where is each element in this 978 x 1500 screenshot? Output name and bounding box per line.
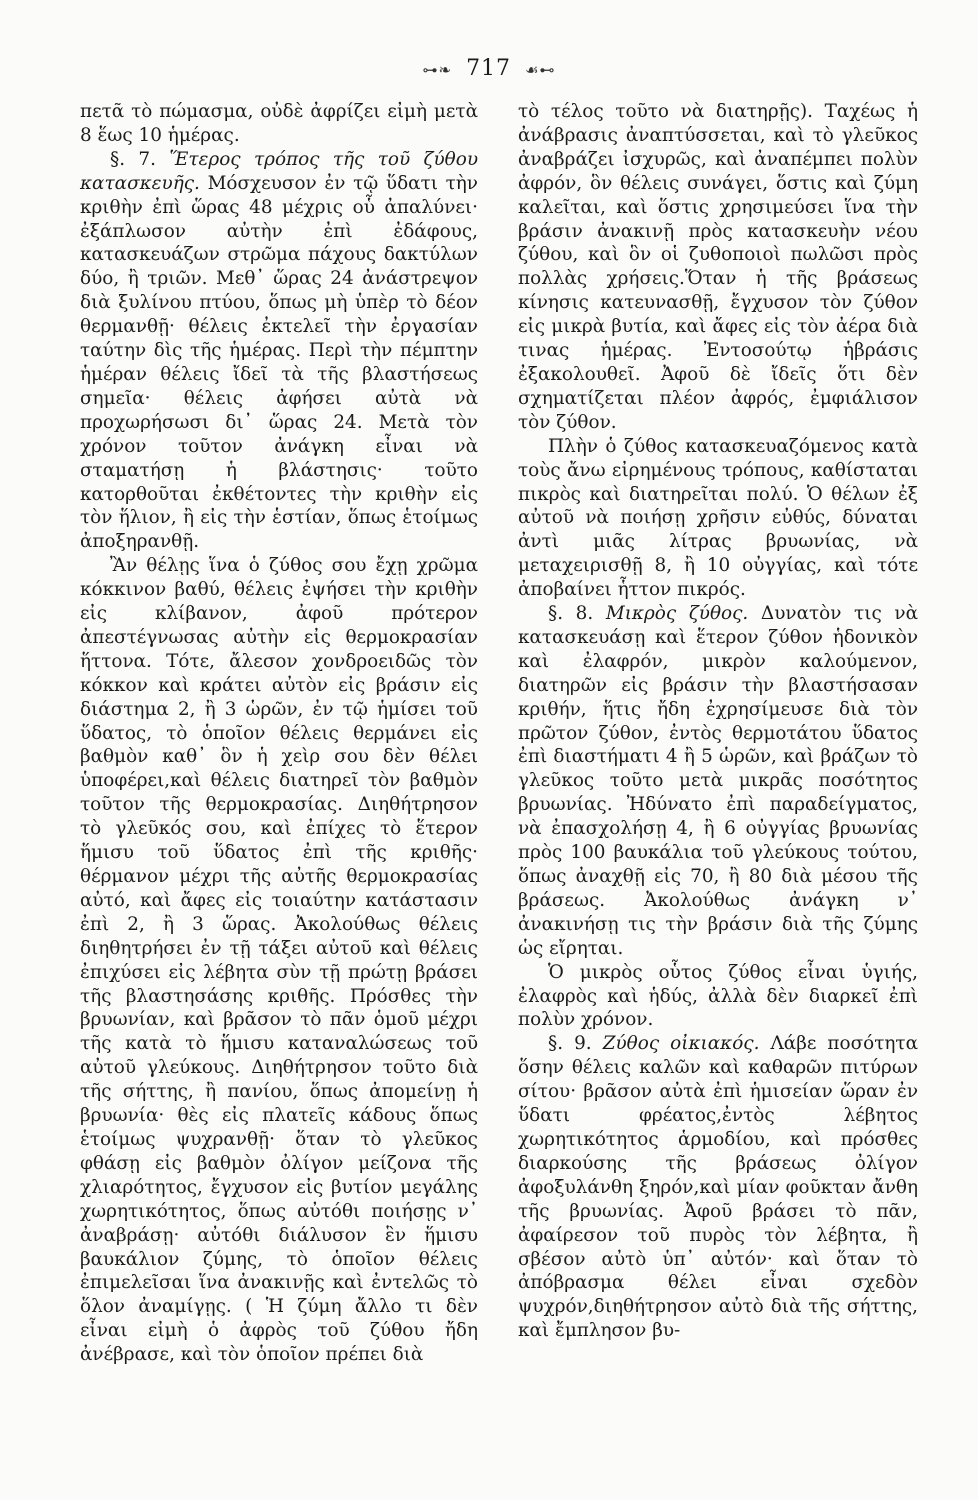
paragraph: πετᾶ τὸ πώμασμα, οὐδὲ ἀφρίζει εἰμὴ μετὰ 8 ἕως 10 ἡμέρας. bbox=[80, 101, 478, 146]
section-heading: Ζύθος οἰκιακός. bbox=[602, 1033, 760, 1055]
paragraph: τὸ τέλος τοῦτο νὰ διατηρῇς). Ταχέως ἡ ἀνάβρασις ἀναπτύσσεται, καὶ τὸ γλεῦκος ἀναβράζει ἰσχυρῶς, καὶ ἀναπέμπει πολὺν ἀφρόν, ὃν θέλεις συνάγει, ὅστις καὶ ζύμη καλεῖται, καὶ ὅστις χρησιμεύσει ἵνα τὴν βράσιν ἀνακινῇ πρὸς κατασκευὴν νέου ζύθου, καὶ ὃν οἱ ζυθοποιοὶ πωλῶσι πρὸς πολλὰς χρήσεις.Ὅταν ἡ τῆς βράσεως κίνησις κατευνασθῇ, ἔγχυσον τὸν ζύθον εἰς μικρὰ βυτία, καὶ ἄφες εἰς τὸν ἀέρα διὰ τινας ἡμέρας. Ἐντοσούτῳ ἡβράσις ἐξακολουθεῖ. Ἀφοῦ δὲ ἴδεῖς ὅτι δὲν σχηματίζεται πλέον ἀφρός, ἐμφιάλισον τὸν ζύθον. bbox=[518, 101, 918, 433]
section-8-paragraph bbox=[518, 602, 918, 961]
section-heading: Ἕτερος τρόπος τῆς τοῦ ζύθου κατασκευῆς. bbox=[80, 148, 478, 194]
left-column bbox=[80, 100, 478, 1367]
paragraph: Ὁ μικρὸς οὗτος ζύθος εἶναι ὑγιής, ἐλαφρὸς καὶ ἡδύς, ἀλλὰ δὲν διαρκεῖ ἐπὶ πολὺν χρόνον. bbox=[518, 961, 918, 1031]
paragraph: Ἂν θέλῃς ἵνα ὁ ζύθος σου ἔχῃ χρῶμα κόκκινον βαθύ, θέλεις ἐψήσει τὴν κριθὴν εἰς κλίβανον, ἀφοῦ πρότερον ἀπεστέγνωσας αὐτὴν εἰς θερμοκρασίαν ἥττονα. Τότε, ἄλεσον χονδροειδῶς τὸν κόκκον καὶ κράτει αὐτὸν εἰς βράσιν εἰς διάστημα 2, ἢ 3 ὡρῶν, ἐν τῷ ἡμίσει τοῦ ὕδατος, τὸ ὁποῖον θέλεις θερμάνει εἰς βαθμὸν καθ᾽ ὃν ἡ χεὶρ σου δὲν θέλει ὑποφέρει,καὶ θέλεις διατηρεῖ τὸν βαθμὸν τοῦτον τῆς θερμοκρασίας. Διηθήτρησον τὸ γλεῦκός σου, καὶ ἐπίχες τὸ ἕτερον ἥμισυ τοῦ ὕδατος ἐπὶ τῆς κριθῆς· θέρμανον μέχρι τῆς αὐτῆς θερμοκρασίας αὐτό, καὶ ἄφες εἰς τοιαύτην κατάστασιν ἐπὶ 2, ἢ 3 ὥρας. Ἀκολούθως θέλεις διηθητρήσει ἐν τῇ τάξει αὐτοῦ καὶ θέλεις ἐπιχύσει εἰς λέβητα σὺν τῇ πρώτῃ βράσει τῆς βλαστησάσης κριθῆς. Πρόσθες τὴν βρυωνίαν, καὶ βρᾶσον τὸ πᾶν ὁμοῦ μέχρι τῆς κατὰ τὸ ἥμισυ καταναλώσεως τοῦ αὐτοῦ γλεύκους. Διηθήτρησον τοῦτο διὰ τῆς σήττης, ἢ πανίου, ὅπως ἀπομείνῃ ἡ βρυωνία· θὲς εἰς πλατεῖς κάδους ὅπως ἑτοίμως ψυχρανθῇ· ὅταν τὸ γλεῦκος φθάσῃ εἰς βαθμὸν ὀλίγον μείζονα τῆς χλιαρότητος, ἔγχυσον εἰς βυτίον μεγάλης χωρητικότητος, ὅπως αὐτόθι ποιήσῃς ν᾽ ἀναβράσῃ· αὐτόθι διάλυσον ἓν ἥμισυ βαυκάλιον ζύμης, τὸ ὁποῖον θέλεις ἐπιμελεῖσαι ἵνα ἀνακινῇς καὶ ἐντελῶς τὸ ὅλον ἀναμίγῃς. ( Ἡ ζύμη ἄλλο τι δὲν εἶναι εἰμὴ ὁ ἀφρὸς τοῦ ζύθου ἤδη ἀνέβρασε, καὶ τὸν ὁποῖον πρέπει διὰ bbox=[80, 555, 478, 1366]
section-body: Μόσχευσον ἐν τῷ ὕδατι τὴν κριθὴν ἐπὶ ὥρας 48 μέχρις οὗ ἀπαλύνει· ἐξάπλωσον αὐτὴν ἐπὶ ἐδάφους, κατασκευάζων στρῶμα πάχους δακτύλων δύο, ἢ τριῶν. Μεθ᾽ ὥρας 24 ἀνάστρεψον διὰ ξυλίνου πτύου, ὅπως μὴ ὑπὲρ τὸ δέον θερμανθῇ· θέλεις ἐκτελεῖ τὴν ἐργασίαν ταύτην δὶς τῆς ἡμέρας. Περὶ τὴν πέμπτην ἡμέραν θέλεις ἴδεῖ τὰ τῆς βλαστήσεως σημεῖα· θέλεις ἀφήσει αὐτὰ νὰ προχωρήσωσι δι᾽ ὥρας 24. Μετὰ τὸν χρόνον τοῦτον ἀνάγκη εἶναι νὰ σταματήσῃ ἡ βλάστησις· τοῦτο κατορθοῦται ἐκθέτοντες τὴν κριθὴν εἰς τὸν ἥλιον, ἢ εἰς τὴν ἑστίαν, ὅπως ἑτοίμως ἀποξηρανθῇ. bbox=[80, 172, 478, 553]
page-number-header bbox=[0, 56, 978, 81]
ornament-right-icon: ☙⊷ bbox=[525, 61, 556, 79]
section-number: §. 7. bbox=[110, 148, 156, 170]
section-7-paragraph bbox=[80, 148, 478, 554]
right-column bbox=[518, 100, 918, 1343]
page-number: 717 bbox=[466, 56, 512, 81]
ornament-left-icon: ⊶❧ bbox=[422, 61, 453, 79]
section-body: Λάβε ποσότητα ὅσην θέλεις καλῶν καὶ καθαρῶν πιτύρων σίτου· βρᾶσον αὐτὰ ἐπὶ ἡμισείαν ὥραν ἐν ὕδατι φρέατος,ἐντὸς λέβητος χωρητικότητος ἁρμοδίου, καὶ πρόσθες διαρκούσης τῆς βράσεως ὀλίγον ἀφοξυλάνθη ξηρόν,καὶ μίαν φοῦκταν ἄνθη τῆς βρυωνίας. Ἀφοῦ βράσει τὸ πᾶν, ἀφαίρεσον τοῦ πυρὸς τὸν λέβητα, ἢ σβέσον αὐτὸ ὑπ᾽ αὐτόν· καὶ ὅταν τὸ ἀπόβρασμα θέλει εἶναι σχεδὸν ψυχρόν,διηθήτρησον αὐτὸ διὰ τῆς σήττης, καὶ ἔμπλησον βυ- bbox=[518, 1033, 918, 1342]
section-body: Δυνατὸν τις νὰ κατασκευάσῃ καὶ ἕτερον ζύθον ἡδονικὸν καὶ ἐλαφρόν, μικρὸν καλούμενον, διατηρῶν εἰς βράσιν τὴν βλαστήσασαν κριθήν, ἥτις ἤδη ἐχρησίμευσε διὰ τὸν πρῶτον ζύθον, ἐντὸς θερμοτάτου ὕδατος ἐπὶ διαστήματι 4 ἢ 5 ὡρῶν, καὶ βράζων τὸ γλεῦκος τοῦτο μετὰ μικρᾶς ποσότητος βρυωνίας. Ἠδύνατο ἐπὶ παραδείγματος, νὰ ἐπασχολήσῃ 4, ἢ 6 οὐγγίας βρυωνίας πρὸς 100 βαυκάλια τοῦ γλεύκους τούτου, ὅπως ἀναχθῇ εἰς 70, ἢ 80 διὰ μέσου τῆς βράσεως. Ἀκολούθως ἀνάγκη ν᾽ ἀνακινήσῃ τις τὴν βράσιν διὰ τῆς ζύμης ὡς εἴρηται. bbox=[518, 603, 918, 959]
section-9-paragraph bbox=[518, 1032, 918, 1343]
section-number: §. 9. bbox=[548, 1033, 592, 1055]
paragraph: Πλὴν ὁ ζύθος κατασκευαζόμενος κατὰ τοὺς ἄνω εἰρημένους τρόπους, καθίσταται πικρὸς καὶ διατηρεῖται πολύ. Ὁ θέλων ἐξ αὐτοῦ νὰ ποιήσῃ χρῆσιν εὐθύς, δύναται ἀντὶ μιᾶς λίτρας βρυωνίας, νὰ μεταχειρισθῇ 8, ἢ 10 οὐγγίας, καὶ τότε ἀποβαίνει ἧττον πικρός. bbox=[518, 435, 918, 601]
section-number: §. 8. bbox=[548, 603, 594, 625]
section-heading: Μικρὸς ζύθος. bbox=[605, 603, 749, 625]
